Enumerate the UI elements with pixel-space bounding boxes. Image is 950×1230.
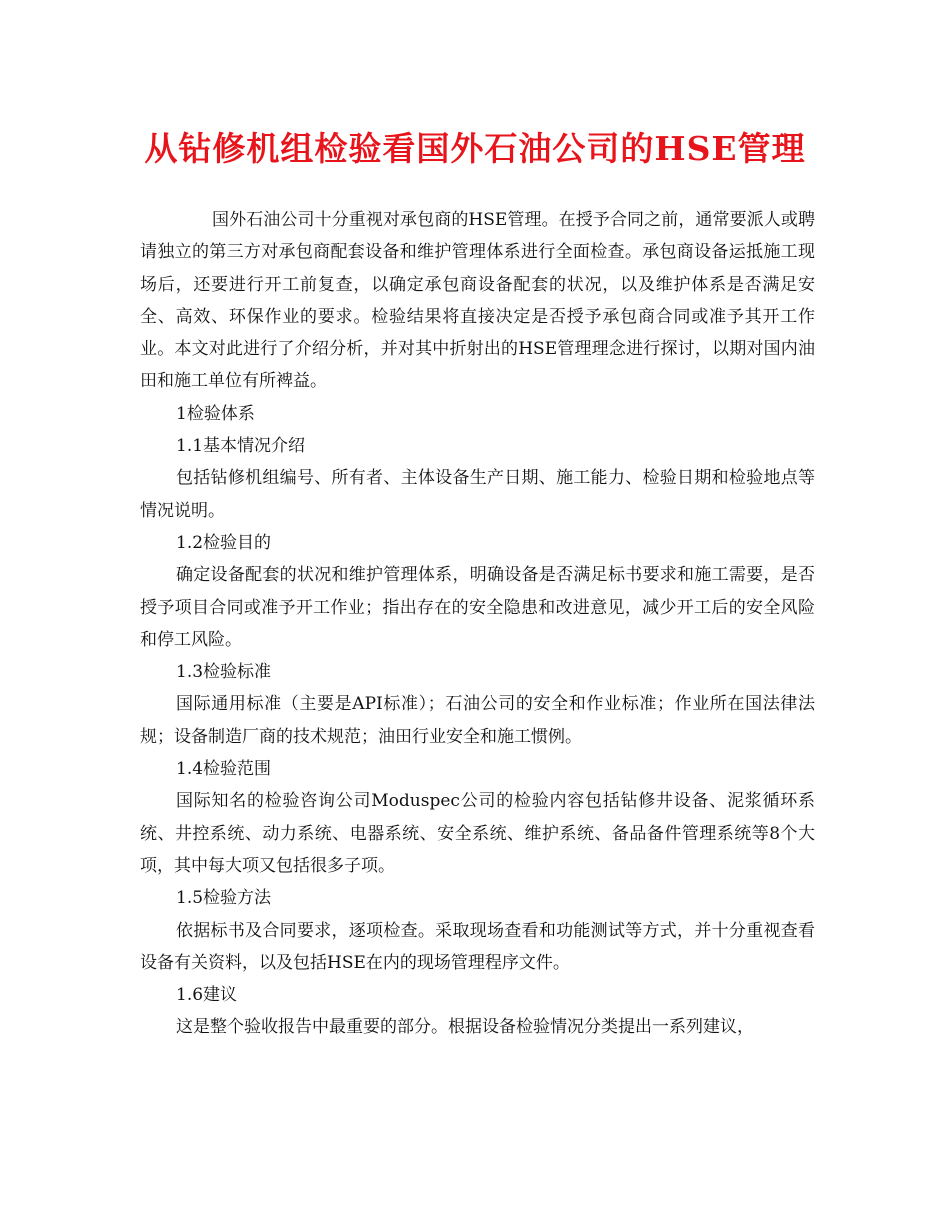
subsection-text-1-2: 确定设备配套的状况和维护管理体系，明确设备是否满足标书要求和施工需要，是否授予项目合同或准予开工作业；指出存在的安全隐患和改进意见，减少开工后的安全风险和停工风险。 xyxy=(140,565,815,650)
intro-paragraph: 国外石油公司十分重视对承包商的HSE管理。在授予合同之前，通常要派人或聘请独立的第三方对承包商配套设备和维护管理体系进行全面检查。承包商设备运抵施工现场后，还要进行开工前复查，以确定承包商设备配套的状况，以及维护体系是否满足安全、高效、环保作业的要求。检验结果将直接决定是否授予承包商合同或准予其开工作业。本文对此进行了介绍分析，并对其中折射出的HSE管理理念进行探讨，以期对国内油田和施工单位有所裨益。 xyxy=(140,210,815,392)
subsection-text-1-5: 依据标书及合同要求，逐项检查。采取现场查看和功能测试等方式，并十分重视查看设备有关资料，以及包括HSE在内的现场管理程序文件。 xyxy=(140,920,815,973)
subsection-text-1-3: 国际通用标准（主要是API标准）；石油公司的安全和作业标准；作业所在国法律法规；设备制造厂商的技术规范；油田行业安全和施工惯例。 xyxy=(140,694,815,747)
document-title: 从钻修机组检验看国外石油公司的HSE管理 xyxy=(144,129,806,168)
subsection-heading-1-2: 1.2检验目的 xyxy=(176,532,272,553)
subsection-heading-1-5: 1.5检验方法 xyxy=(176,888,272,909)
subsection-text-1-1: 包括钻修机组编号、所有者、主体设备生产日期、施工能力、检验日期和检验地点等情况说明。 xyxy=(140,468,815,521)
subsection-text-1-4: 国际知名的检验咨询公司Moduspec公司的检验内容包括钻修井设备、泥浆循环系统、井控系统、动力系统、电器系统、安全系统、维护系统、备品备件管理系统等8个大项，其中每大项又包括很多子项。 xyxy=(140,791,815,876)
subsection-text-1-6: 这是整个验收报告中最重要的部分。根据设备检验情况分类提出一系列建议， xyxy=(176,1017,754,1038)
section-heading-1: 1检验体系 xyxy=(176,403,255,424)
subsection-heading-1-6: 1.6建议 xyxy=(176,985,238,1006)
document-body xyxy=(140,204,815,1044)
subsection-heading-1-4: 1.4检验范围 xyxy=(176,759,272,780)
subsection-heading-1-3: 1.3检验标准 xyxy=(176,662,272,683)
subsection-heading-1-1: 1.1基本情况介绍 xyxy=(176,436,306,457)
